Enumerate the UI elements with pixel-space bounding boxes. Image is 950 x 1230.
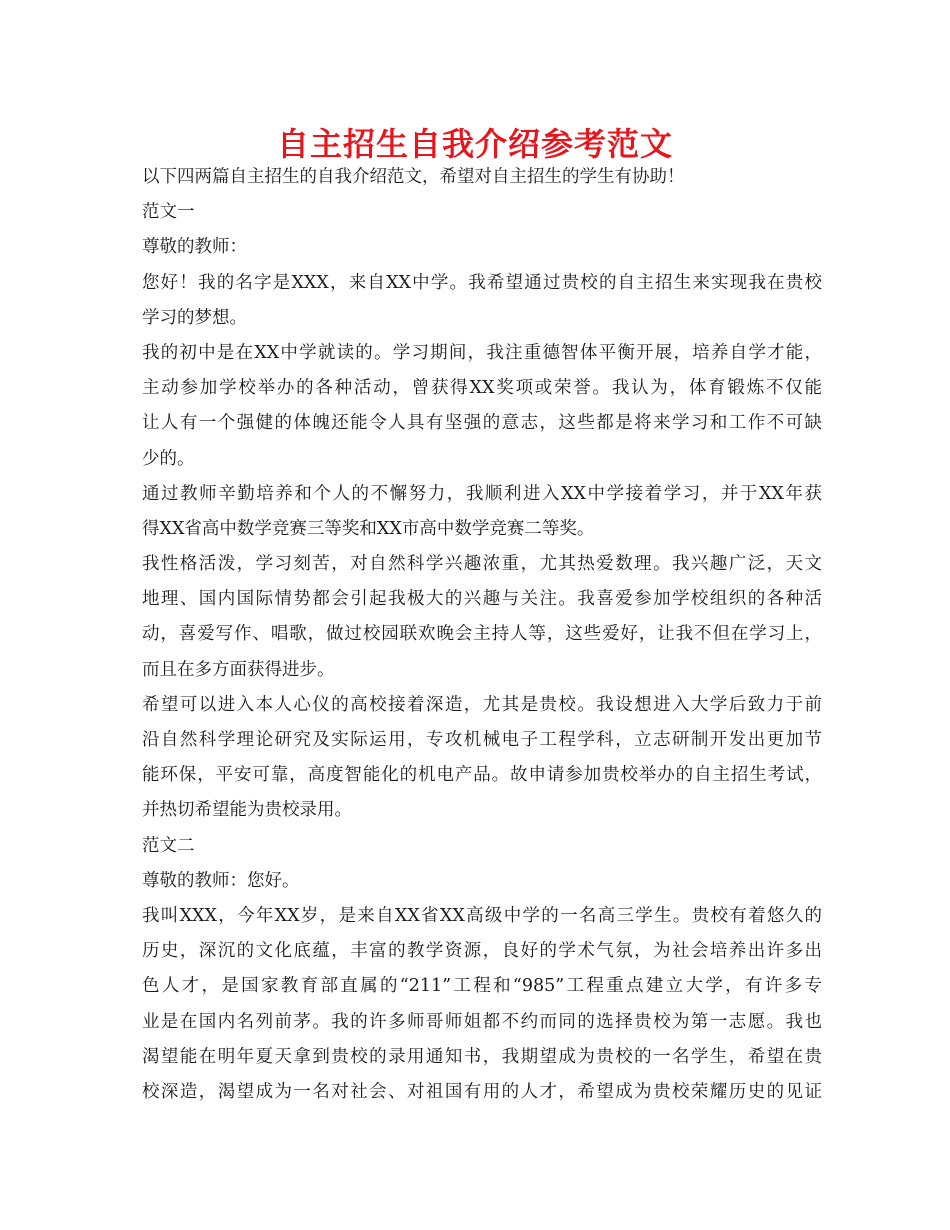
text-line: 得XX省高中数学竞赛三等奖和XX市高中数学竞赛二等奖。 [142,518,595,539]
text-line: 尊敬的教师：您好。 [142,870,300,891]
text-line: 地理、国内国际情势都会引起我极大的兴趣与关注。我喜爱参加学校组织的各种活 [142,589,822,610]
text-line: 业是在国内名列前茅。我的许多师哥师姐都不约而同的选择贵校为第一志愿。我也 [142,1011,822,1032]
text-line: 并热切希望能为贵校录用。 [142,800,352,821]
text-line: 色人才，是国家教育部直属的“211”工程和“985”工程重点建立大学，有许多专 [142,976,822,997]
text-line: 学习的梦想。 [142,307,247,328]
text-line: 您好！我的名字是XXX，来自XX中学。我希望通过贵校的自主招生来实现我在贵校 [142,272,822,293]
text-line: 范文二 [142,835,195,856]
document-body [142,160,822,1110]
text-line: 而且在多方面获得进步。 [142,659,335,680]
text-line: 希望可以进入本人心仪的高校接着深造，尤其是贵校。我设想进入大学后致力于前 [142,694,822,715]
text-line: 少的。 [142,448,195,469]
text-line: 尊敬的教师： [142,237,247,258]
document-title: 自主招生自我介绍参考范文 [276,125,673,163]
text-line: 以下四两篇自主招生的自我介绍范文，希望对自主招生的学生有协助！ [142,167,685,187]
text-line: 校深造，渴望成为一名对社会、对祖国有用的人才，希望成为贵校荣耀历史的见证 [142,1081,822,1102]
text-line: 范文一 [142,202,195,223]
text-line: 通过教师辛勤培养和个人的不懈努力，我顺利进入XX中学接着学习，并于XX年获 [142,483,822,504]
text-line: 主动参加学校举办的各种活动，曾获得XX奖项或荣誉。我认为，体育锻炼不仅能 [142,378,822,399]
text-line: 动，喜爱写作、唱歌，做过校园联欢晚会主持人等，这些爱好，让我不但在学习上， [142,624,822,645]
text-line: 我性格活泼，学习刻苦，对自然科学兴趣浓重，尤其热爱数理。我兴趣广泛，天文 [142,554,822,575]
text-line: 渴望能在明年夏天拿到贵校的录用通知书，我期望成为贵校的一名学生，希望在贵 [142,1046,822,1067]
text-line: 沿自然科学理论研究及实际运用，专攻机械电子工程学科，立志研制开发出更加节 [142,730,822,750]
text-line: 能环保，平安可靠，高度智能化的机电产品。故申请参加贵校举办的自主招生考试， [142,765,822,786]
text-line: 让人有一个强健的体魄还能令人具有坚强的意志，这些都是将来学习和工作不可缺 [142,413,822,434]
text-line: 我叫XXX，今年XX岁，是来自XX省XX高级中学的一名高三学生。贵校有着悠久的 [142,905,822,926]
text-line: 历史，深沉的文化底蕴，丰富的教学资源，良好的学术气氛，为社会培养出许多出 [142,941,822,962]
text-line: 我的初中是在XX中学就读的。学习期间，我注重德智体平衡开展，培养自学才能， [142,342,822,363]
